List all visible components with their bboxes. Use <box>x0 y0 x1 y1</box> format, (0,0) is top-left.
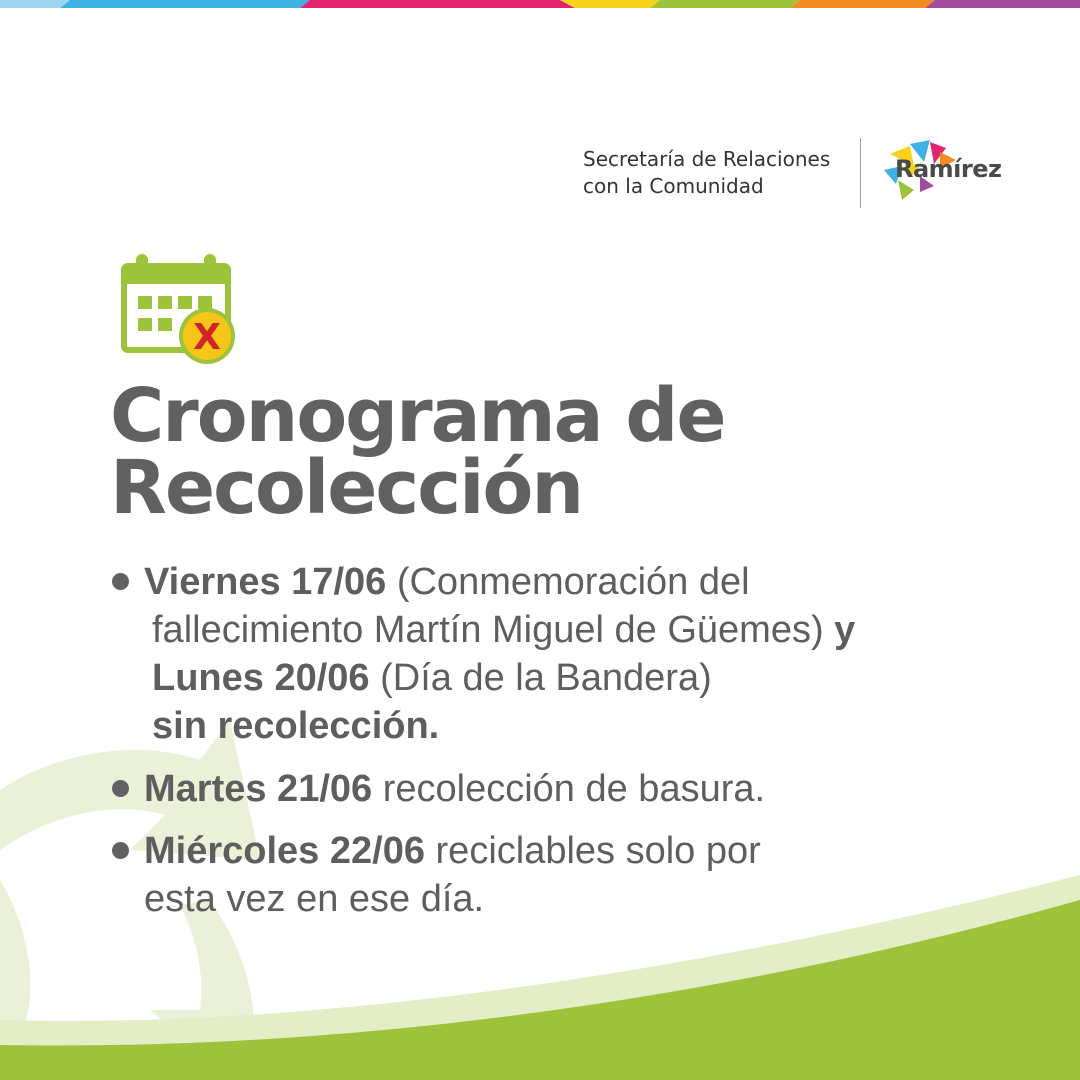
organization-name <box>583 146 830 200</box>
page-title <box>110 373 725 531</box>
item-date: Martes 21/06 <box>144 768 373 810</box>
item-connector: y <box>823 609 856 651</box>
item-text: esta vez en ese día. <box>144 878 485 920</box>
item-note: (Día de la Bandera) <box>369 657 712 699</box>
item-date: Miércoles 22/06 <box>144 830 425 872</box>
bullet-icon <box>112 573 129 590</box>
item-line <box>144 827 1012 875</box>
item-line <box>144 606 1012 654</box>
item-note: fallecimiento Martín Miguel de Güemes) <box>152 609 824 651</box>
organization-name-line-2: con la Comunidad <box>583 174 764 198</box>
item-date: Lunes 20/06 <box>152 657 370 699</box>
top-color-stripe <box>0 0 1080 10</box>
calendar-badge-label: X <box>193 317 221 358</box>
item-line <box>144 654 1012 702</box>
bullet-icon <box>112 780 129 797</box>
item-line <box>144 765 1012 813</box>
schedule-list <box>112 558 1012 923</box>
title-line-2: Recolección <box>110 445 583 531</box>
header <box>583 146 1003 210</box>
item-line <box>144 558 1012 606</box>
list-item <box>112 827 1012 923</box>
calendar-cancel-icon <box>120 252 240 372</box>
ramirez-logo <box>880 140 1002 204</box>
item-status: sin recolección. <box>152 705 440 747</box>
title-line-1: Cronograma de <box>110 373 725 459</box>
item-text: reciclables solo por <box>424 830 761 872</box>
organization-name-line-1: Secretaría de Relaciones <box>583 147 831 171</box>
bullet-icon <box>112 842 129 859</box>
item-text: recolección de basura. <box>372 768 766 810</box>
item-date: Viernes 17/06 <box>144 561 387 603</box>
list-item <box>112 765 1012 813</box>
item-note: (Conmemoración del <box>386 561 750 603</box>
list-item <box>112 558 1012 750</box>
header-divider <box>860 138 861 208</box>
logo-wordmark: Ramírez <box>895 155 1002 183</box>
